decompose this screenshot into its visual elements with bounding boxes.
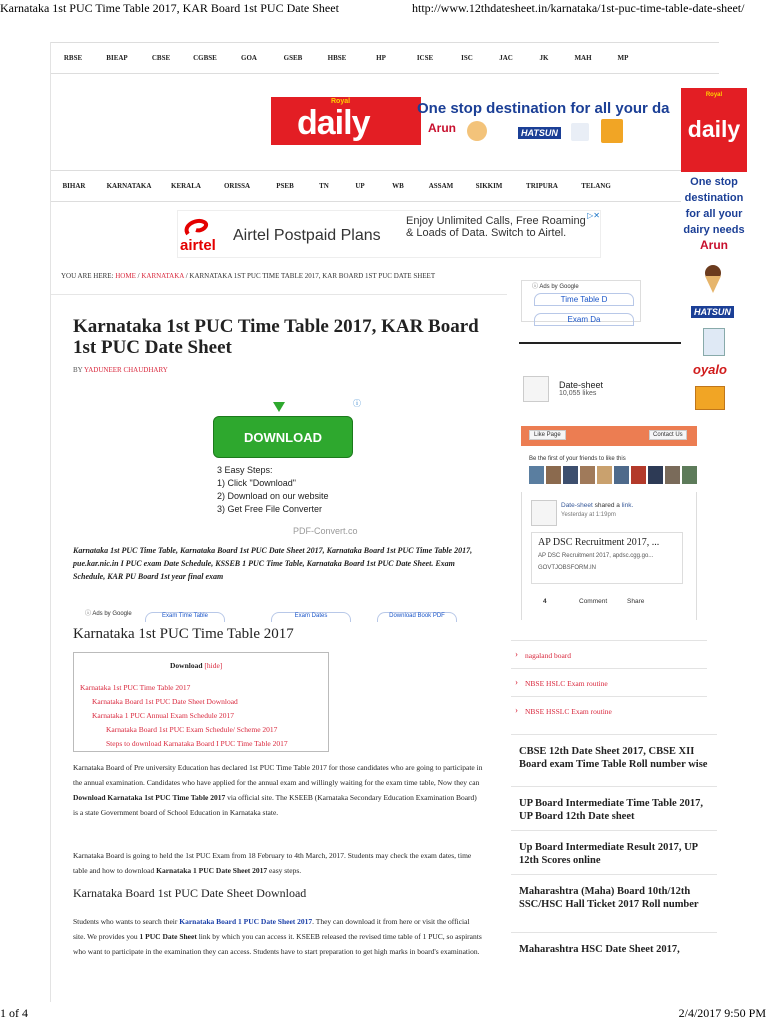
table-of-contents [73,652,329,752]
fb-like-count: 10,055 likes [559,390,597,397]
facebook-page-widget [521,376,707,622]
nav-item[interactable]: GSEB [283,54,303,62]
ad-oyalo-logo: oyalo [693,362,727,377]
nav-item[interactable]: TELANG [581,182,611,190]
ad-link[interactable]: Exam Dates [271,612,351,622]
ad-link[interactable]: Download Book PDF [377,612,457,622]
recent-post-link[interactable]: Maharashtra HSC Date Sheet 2017, [511,932,717,984]
nav-item[interactable]: ASSAM [428,182,454,190]
contact-us-button[interactable]: Contact Us [649,430,687,440]
nav-item[interactable]: MP [617,54,629,62]
nav-item[interactable]: ICSE [416,54,434,62]
recent-post-link[interactable]: UP Board Intermediate Time Table 2017, UP Board 12th Date sheet [511,786,717,830]
nav-item[interactable]: GOA [241,54,257,62]
avatar[interactable] [648,466,663,484]
subsection-heading: Karnataka Board 1st PUC Date Sheet Download [73,886,307,900]
share-button[interactable]: Share [627,598,645,605]
google-ad-links [85,608,459,622]
section-heading: Karnataka 1st PUC Time Table 2017 [73,626,294,642]
ads-by-google-label: ⓘ Ads by Google [532,284,579,290]
breadcrumb: YOU ARE HERE: HOME / KARNATAKA / KARNATAKA 1ST PUC TIME TABLE 2017, KAR BOARD 1ST PUC DATE SHEET [61,272,436,280]
sidebar-link[interactable]: › NBSE HSLC Exam routine [511,668,707,696]
sidebar-links [511,640,707,724]
author-link[interactable]: YADUNEER CHAUDHARY [83,366,168,374]
board-nav-bottom [51,170,719,202]
download-ad [209,398,363,536]
ad-info-icon[interactable]: ⓘ [353,399,361,408]
download-button[interactable]: DOWNLOAD [213,416,353,458]
print-page-number: 1 of 4 [0,1006,28,1020]
divider [51,294,507,295]
ad-choices-icon[interactable]: ▷✕ [587,211,600,220]
nav-item[interactable]: ISC [461,54,473,62]
avatar[interactable] [563,466,578,484]
nav-item[interactable]: ORISSA [223,182,251,190]
breadcrumb-section[interactable]: KARNATAKA [141,272,184,280]
article-paragraph: Karnataka Board of Pre university Education has declared 1st PUC Time Table 2017 for those candidates who are going to participate in the annual examination. Candidates who have applied for the annual exam and willingly waiting for the exam time table, Now they can Download Karnataka 1st PUC Time Table 2017 via official site. The KSEEB (Karnataka Secondary Education Examination Board) is a state Government board of School Education in Karnataka state. [73,763,483,817]
banner-daily-logo: daily [297,104,370,142]
ad-daily-logo: daily [687,116,741,142]
nav-item[interactable]: RBSE [63,54,83,62]
toc-item[interactable]: Karnataka 1 PUC Annual Exam Schedule 2017 [92,711,235,720]
nav-item[interactable]: SIKKIM [475,182,503,190]
nav-item[interactable]: MAH [574,54,592,62]
toc-title: Download [hide] [170,661,223,670]
page-title: Karnataka 1st PUC Time Table 2017, KAR Board 1st PUC Date Sheet [73,316,479,358]
ad-hatsun-logo: HATSUN [691,306,734,318]
article-paragraph: Students who wants to search their Karnataka Board 1 PUC Date Sheet 2017. They can download it from here or visit the official site. We provides you 1 PUC Date Sheet link by which you can access it. KSEEB released the revised time table of 1 PUC, so aspirants who want to participate in the examination they can access. Students have to start preparation to get high marks in board's examination. [73,917,482,956]
toc-hide-toggle[interactable]: [hide] [204,661,223,670]
article-paragraph: Karnataka Board is going to held the 1st PUC Exam from 18 February to 4th March, 2017. Students may check the exam dates, time table and how to download Karnataka 1 PUC Date Sheet 2017 easy steps. [73,851,472,875]
fb-page-name[interactable]: Date-sheet [559,380,604,390]
recent-post-link[interactable]: Up Board Intermediate Result 2017, UP 12th Scores online [511,830,717,874]
fb-friend-avatars [529,466,697,486]
sidebar-google-ads [521,280,641,322]
banner-tagline: One stop destination for all your da [417,100,670,117]
ice-cream-icon [699,264,727,294]
toc-item[interactable]: Karnataka Board 1st PUC Date Sheet Download [92,697,238,706]
nav-item[interactable]: HBSE [327,54,347,62]
avatar[interactable] [614,466,629,484]
print-datetime: 2/4/2017 9:50 PM [678,1006,766,1020]
board-nav-top [51,42,719,74]
ads-by-google-label: ⓘ Ads by Google [85,611,132,617]
print-header [0,0,768,20]
avatar[interactable] [665,466,680,484]
fb-post-time[interactable]: Yesterday at 1:19pm [561,512,616,518]
article-intro: Karnataka 1st PUC Time Table, Karnataka Board 1st PUC Date Sheet 2017, Karnataka Board 1st PUC Time Table 2017, pue.kar.nic.in I PUC exam Date Schedule, KSSEB 1 PUC Time Table, Karnataka Board 1st PUC Date Sheet. Exam Schedule, KAR PU Board 1st year final exam [73,546,473,581]
banner-hatsun-logo: HATSUN [518,127,561,139]
comment-button[interactable]: Comment [579,598,608,605]
fb-like-count-post: 4 [543,598,547,605]
milk-pack-icon [703,328,725,356]
avatar[interactable] [580,466,595,484]
ice-cream-icon [467,121,487,141]
banner-arun-logo: Arun [428,121,456,135]
date-sheet-link[interactable]: Karnataka Board 1 PUC Date Sheet 2017 [179,917,313,926]
print-title: Karnataka 1st PUC Time Table 2017, KAR Board 1st PUC Date Sheet [0,1,339,15]
nav-item[interactable]: JK [539,54,549,62]
nav-item[interactable]: KERALA [171,182,201,190]
ad-link[interactable]: Exam Da [534,313,634,326]
fb-post-header: Date-sheet shared a link. [561,502,634,509]
byline: BY YADUNEER CHAUDHARY [73,366,168,374]
nav-item[interactable]: UP [355,182,365,190]
nav-item[interactable]: KARNATAKA [106,182,152,190]
avatar[interactable] [682,466,697,484]
print-footer [0,1004,768,1024]
fb-card-desc: AP DSC Recruitment 2017, apdsc.cgg.go... [538,553,654,559]
web-page [50,42,745,1002]
snack-pack-icon [601,119,623,143]
like-page-button[interactable]: Like Page [529,430,566,440]
airtel-logo-text: airtel [180,237,216,254]
nav-item[interactable]: CBSE [151,54,171,62]
recent-post-link[interactable]: Maharashtra (Maha) Board 10th/12th SSC/HSC Hall Ticket 2017 Roll number [511,874,717,932]
milk-pack-icon [571,123,589,141]
toc-item[interactable]: Karnataka Board 1st PUC Exam Schedule/ Scheme 2017 [106,725,278,734]
fb-friends-text: Be the first of your friends to like this [529,456,626,462]
banner-brand: Royal [331,98,351,105]
down-arrow-icon [273,402,285,412]
sidebar-link[interactable]: › NBSE HSSLC Exam routine [511,696,707,724]
nav-item[interactable]: BIHAR [62,182,86,190]
ad-domain: PDF-Convert.co [293,526,358,536]
avatar[interactable] [631,466,646,484]
airtel-ad[interactable] [177,210,601,258]
breadcrumb-home[interactable]: HOME [115,272,136,280]
sidebar-recent-posts [511,734,717,984]
page-logo-icon[interactable] [531,500,557,526]
toc-item[interactable]: Karnataka 1st PUC Time Table 2017 [80,683,191,692]
avatar[interactable] [546,466,561,484]
recent-post-link[interactable]: CBSE 12th Date Sheet 2017, CBSE XII Board exam Time Table Roll number wise [511,734,717,786]
nav-item[interactable]: TN [319,182,329,190]
nav-item[interactable]: JAC [499,54,513,62]
nav-item[interactable]: CGBSE [193,54,217,62]
dairy-skyscraper-ad[interactable] [681,88,747,414]
fb-card-title: AP DSC Recruitment 2017, ... [538,537,660,548]
sidebar-link[interactable]: › nagaland board [511,640,707,668]
ad-arun-logo: Arun [700,238,728,252]
avatar[interactable] [529,466,544,484]
nav-item[interactable]: TRIPURA [526,182,558,190]
nav-item[interactable]: WB [392,182,404,190]
nav-item[interactable]: BIEAP [106,54,128,62]
nav-item[interactable]: PSEB [276,182,294,190]
airtel-ad-description: Enjoy Unlimited Calls, Free Roaming & Loads of Data. Switch to Airtel. [406,215,586,239]
avatar[interactable] [597,466,612,484]
nav-item[interactable]: HP [376,54,386,62]
ad-tagline: One stop destination for all your dairy needs [683,176,745,236]
dairy-banner-ad[interactable] [271,97,670,145]
toc-item[interactable]: Steps to download Karnataka Board I PUC Time Table 2017 [106,739,288,748]
ad-link[interactable]: Exam Time Table [145,612,225,622]
airtel-ad-headline: Airtel Postpaid Plans [233,227,381,244]
airtel-swirl-icon [178,216,218,238]
download-steps: 3 Easy Steps: 1) Click "Download" 2) Download on our website 3) Get Free File Converter [217,465,329,514]
print-url[interactable]: http://www.12thdatesheet.in/karnataka/1st-puc-time-table-date-sheet/ [412,1,745,15]
ad-brand: Royal [705,92,723,98]
fb-card-source: GOVTJOBSFORM.IN [538,565,597,571]
snack-pack-icon [695,386,725,410]
ad-link[interactable]: Time Table D [534,293,634,306]
page-logo-icon[interactable] [523,376,549,402]
breadcrumb-current: KARNATAKA 1ST PUC TIME TABLE 2017, KAR BOARD 1ST PUC DATE SHEET [189,272,436,280]
fb-link-card[interactable] [531,532,683,584]
